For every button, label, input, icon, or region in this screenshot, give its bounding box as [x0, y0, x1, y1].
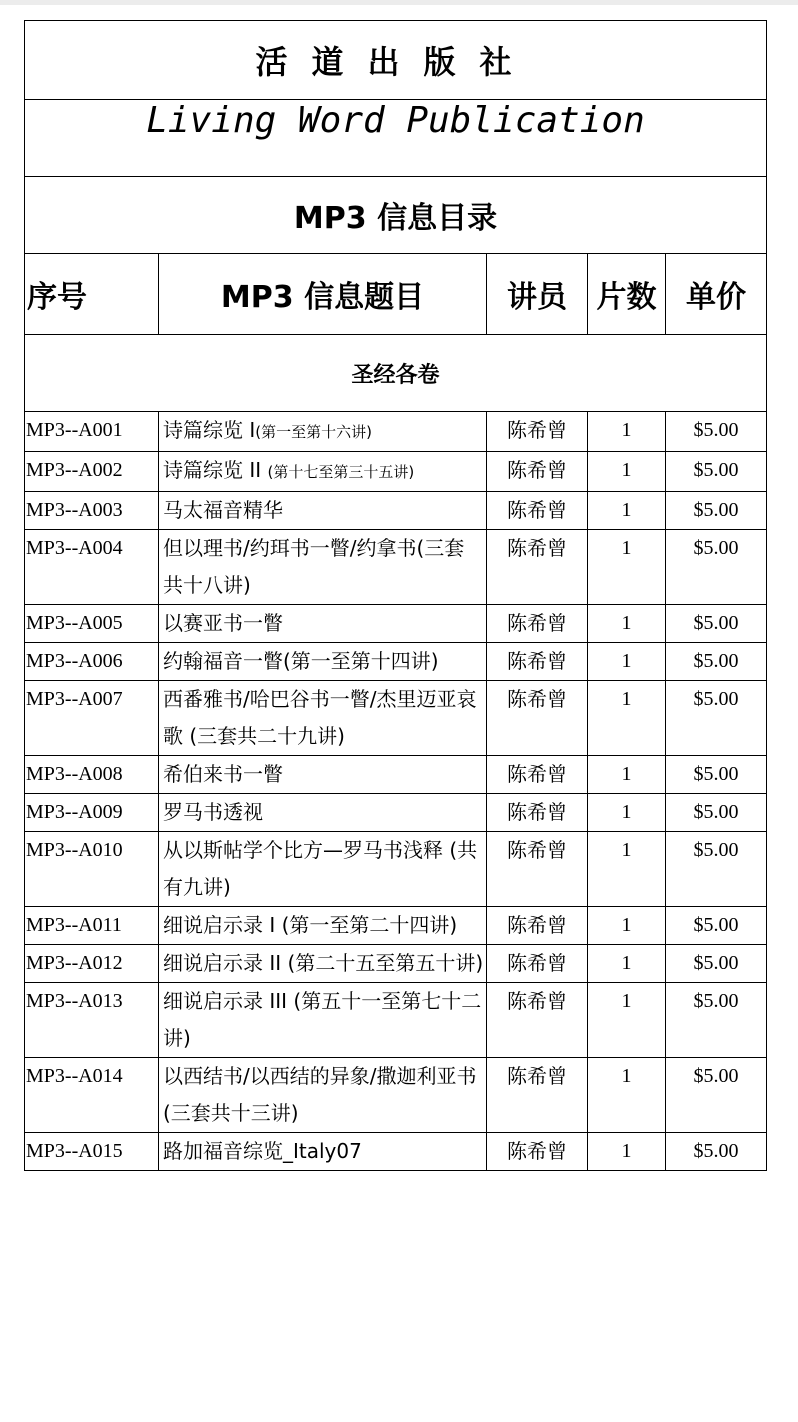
item-price: $5.00: [666, 907, 767, 945]
item-price: $5.00: [666, 681, 767, 756]
item-speaker: 陈希曾: [487, 794, 588, 832]
item-price: $5.00: [666, 945, 767, 983]
item-title: [159, 1058, 487, 1133]
item-title-note: (第十七至第三十五讲): [267, 463, 415, 481]
item-speaker: 陈希曾: [487, 832, 588, 907]
item-count: 1: [588, 907, 666, 945]
item-count: 1: [588, 643, 666, 681]
item-count: 1: [588, 412, 666, 452]
publisher-cn-row: [25, 21, 767, 100]
item-speaker: 陈希曾: [487, 1058, 588, 1133]
item-title-text: 以赛亚书一瞥: [163, 611, 283, 635]
header-number: 序号: [25, 254, 159, 335]
item-price: $5.00: [666, 492, 767, 530]
item-rows: [25, 412, 767, 1171]
item-title: [159, 983, 487, 1058]
item-speaker: 陈希曾: [487, 605, 588, 643]
item-speaker: 陈希曾: [487, 945, 588, 983]
item-speaker: 陈希曾: [487, 681, 588, 756]
item-price: $5.00: [666, 1058, 767, 1133]
item-title-text: 诗篇综览 II: [163, 458, 268, 482]
item-count: 1: [588, 492, 666, 530]
item-title-text: 希伯来书一瞥: [163, 762, 283, 786]
item-code: MP3--A012: [25, 945, 159, 983]
header-speaker: 讲员: [487, 254, 588, 335]
catalog-title-row: [25, 177, 767, 254]
item-price: $5.00: [666, 794, 767, 832]
item-code: MP3--A009: [25, 794, 159, 832]
header-row: [25, 254, 767, 335]
item-title-text: 西番雅书/哈巴谷书一瞥/杰里迈亚哀歌 (三套共二十九讲): [163, 687, 477, 748]
table-row: [25, 983, 767, 1058]
item-title-text: 罗马书透视: [163, 800, 263, 824]
item-price: $5.00: [666, 643, 767, 681]
item-title: [159, 756, 487, 794]
item-speaker: 陈希曾: [487, 907, 588, 945]
item-code: MP3--A006: [25, 643, 159, 681]
table-row: [25, 681, 767, 756]
item-code: MP3--A014: [25, 1058, 159, 1133]
item-title-text: 以西结书/以西结的异象/撒迦利亚书 (三套共十三讲): [163, 1064, 477, 1125]
catalog-body: [25, 21, 767, 412]
item-title-text: 细说启示录 II (第二十五至第五十讲): [163, 951, 484, 975]
item-price: $5.00: [666, 412, 767, 452]
item-title-text: 细说启示录 III (第五十一至第七十二讲): [163, 989, 482, 1050]
table-row: [25, 412, 767, 452]
item-price: $5.00: [666, 530, 767, 605]
item-price: $5.00: [666, 1133, 767, 1171]
item-title-text: 但以理书/约珥书一瞥/约拿书(三套共十八讲): [163, 536, 465, 597]
item-code: MP3--A015: [25, 1133, 159, 1171]
table-row: [25, 452, 767, 492]
item-code: MP3--A007: [25, 681, 159, 756]
item-count: 1: [588, 1133, 666, 1171]
publisher-name-en: Living Word Publication: [25, 100, 767, 177]
table-row: [25, 530, 767, 605]
table-row: [25, 1058, 767, 1133]
table-row: [25, 605, 767, 643]
table-row: [25, 643, 767, 681]
item-count: 1: [588, 832, 666, 907]
catalog-title: MP3 信息目录: [25, 177, 767, 254]
item-title: [159, 492, 487, 530]
item-title-text: 诗篇综览 I: [163, 418, 256, 442]
item-count: 1: [588, 681, 666, 756]
item-count: 1: [588, 605, 666, 643]
item-title: [159, 530, 487, 605]
item-code: MP3--A004: [25, 530, 159, 605]
item-speaker: 陈希曾: [487, 643, 588, 681]
item-count: 1: [588, 452, 666, 492]
item-title: [159, 945, 487, 983]
item-code: MP3--A002: [25, 452, 159, 492]
item-speaker: 陈希曾: [487, 983, 588, 1058]
publisher-en-row: [25, 100, 767, 177]
item-price: $5.00: [666, 452, 767, 492]
catalog-table: [24, 20, 767, 1171]
item-count: 1: [588, 756, 666, 794]
item-title: [159, 412, 487, 452]
item-speaker: 陈希曾: [487, 492, 588, 530]
item-title: [159, 605, 487, 643]
item-code: MP3--A013: [25, 983, 159, 1058]
item-price: $5.00: [666, 983, 767, 1058]
publisher-name-cn: 活道出版社: [25, 21, 767, 100]
item-code: MP3--A005: [25, 605, 159, 643]
item-title: [159, 643, 487, 681]
item-price: $5.00: [666, 605, 767, 643]
item-code: MP3--A010: [25, 832, 159, 907]
section-row: [25, 335, 767, 412]
item-count: 1: [588, 794, 666, 832]
item-speaker: 陈希曾: [487, 412, 588, 452]
item-speaker: 陈希曾: [487, 452, 588, 492]
table-row: [25, 907, 767, 945]
item-title-text: 马太福音精华: [163, 498, 283, 522]
table-row: [25, 1133, 767, 1171]
item-title-text: 路加福音综览_Italy07: [163, 1139, 362, 1163]
item-code: MP3--A008: [25, 756, 159, 794]
item-speaker: 陈希曾: [487, 530, 588, 605]
item-title: [159, 907, 487, 945]
table-row: [25, 794, 767, 832]
section-title: 圣经各卷: [25, 335, 767, 412]
item-count: 1: [588, 1058, 666, 1133]
item-code: MP3--A003: [25, 492, 159, 530]
header-count: 片数: [588, 254, 666, 335]
item-count: 1: [588, 530, 666, 605]
item-price: $5.00: [666, 756, 767, 794]
item-title: [159, 832, 487, 907]
item-code: MP3--A001: [25, 412, 159, 452]
item-title: [159, 681, 487, 756]
item-title: [159, 452, 487, 492]
item-count: 1: [588, 945, 666, 983]
item-count: 1: [588, 983, 666, 1058]
table-row: [25, 492, 767, 530]
item-speaker: 陈希曾: [487, 756, 588, 794]
item-title: [159, 794, 487, 832]
item-price: $5.00: [666, 832, 767, 907]
item-title-note: (第一至第十六讲): [255, 423, 372, 441]
header-price: 单价: [666, 254, 767, 335]
table-row: [25, 756, 767, 794]
top-bar: [0, 0, 798, 5]
item-title-text: 约翰福音一瞥(第一至第十四讲): [163, 649, 439, 673]
item-speaker: 陈希曾: [487, 1133, 588, 1171]
table-row: [25, 945, 767, 983]
item-code: MP3--A011: [25, 907, 159, 945]
table-row: [25, 832, 767, 907]
header-title: MP3 信息题目: [159, 254, 487, 335]
item-title: [159, 1133, 487, 1171]
item-title-text: 细说启示录 I (第一至第二十四讲): [163, 913, 458, 937]
item-title-text: 从以斯帖学个比方—罗马书浅释 (共有九讲): [163, 838, 478, 899]
